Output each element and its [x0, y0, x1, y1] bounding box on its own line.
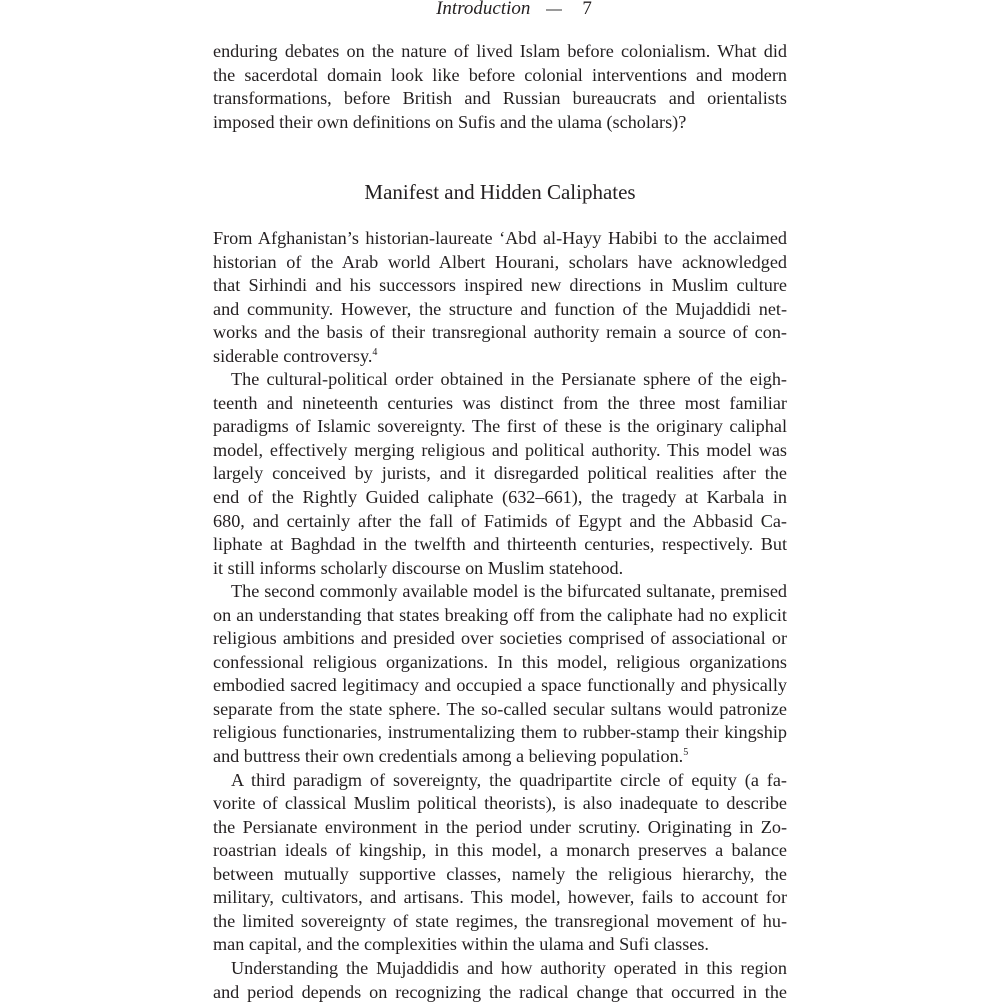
footnote-marker[interactable]: 4	[372, 347, 377, 358]
text-line: the sacerdotal domain look like before colonial interventions and modern	[213, 64, 787, 88]
running-head	[0, 0, 1000, 22]
footnote-marker[interactable]: 5	[683, 747, 688, 758]
paragraph-3	[213, 580, 787, 768]
text-line: enduring debates on the nature of lived Islam before colonialism. What did	[213, 40, 787, 64]
text-line: largely conceived by jurists, and it disregarded political realities after the	[213, 462, 787, 486]
text-line	[213, 745, 787, 769]
section-body	[213, 227, 787, 1004]
text-line	[213, 345, 787, 369]
text-line: roastrian ideals of kingship, in this model, a monarch preserves a balance	[213, 839, 787, 863]
text-line: separate from the state sphere. The so-called secular sultans would patronize	[213, 698, 787, 722]
section-heading: Manifest and Hidden Caliphates	[0, 178, 1000, 206]
page-number: 7	[582, 0, 592, 22]
text-line: it still informs scholarly discourse on Muslim statehood.	[213, 557, 787, 581]
text-line: between mutually supportive classes, namely the religious hierarchy, the	[213, 863, 787, 887]
text-line-content: siderable controversy.	[213, 346, 372, 366]
text-line: end of the Rightly Guided caliphate (632–661), the tragedy at Karbala in	[213, 486, 787, 510]
paragraph-5	[213, 957, 787, 1004]
text-line: From Afghanistan’s historian-laureate ‘Abd al-Hayy Habibi to the acclaimed	[213, 227, 787, 251]
text-line: model, effectively merging religious and political authority. This model was	[213, 439, 787, 463]
text-line: religious functionaries, instrumentalizing them to rubber-stamp their kingship	[213, 721, 787, 745]
text-line: embodied sacred legitimacy and occupied a space functionally and physically	[213, 674, 787, 698]
text-line: and period depends on recognizing the radical change that occurred in the	[213, 981, 787, 1004]
text-line: paradigms of Islamic sovereignty. The first of these is the originary caliphal	[213, 415, 787, 439]
text-line: that Sirhindi and his successors inspired new directions in Muslim culture	[213, 274, 787, 298]
text-line: confessional religious organizations. In this model, religious organizations	[213, 651, 787, 675]
text-line: the Persianate environment in the period under scrutiny. Originating in Zo-	[213, 816, 787, 840]
text-line: The second commonly available model is the bifurcated sultanate, premised	[213, 580, 787, 604]
text-line: A third paradigm of sovereignty, the quadripartite circle of equity (a fa-	[213, 769, 787, 793]
text-line: man capital, and the complexities within the ulama and Sufi classes.	[213, 933, 787, 957]
text-line: liphate at Baghdad in the twelfth and thirteenth centuries, respectively. But	[213, 533, 787, 557]
text-line: and community. However, the structure and function of the Mujaddidi net-	[213, 298, 787, 322]
paragraph-2	[213, 368, 787, 580]
text-line: historian of the Arab world Albert Hourani, scholars have acknowledged	[213, 251, 787, 275]
text-line: vorite of classical Muslim political theorists), is also inadequate to describe	[213, 792, 787, 816]
text-line: military, cultivators, and artisans. This model, however, fails to account for	[213, 886, 787, 910]
text-line: 680, and certainly after the fall of Fatimids of Egypt and the Abbasid Ca-	[213, 510, 787, 534]
running-head-separator	[546, 9, 562, 11]
text-line: The cultural-political order obtained in the Persianate sphere of the eigh-	[213, 368, 787, 392]
paragraph-4	[213, 769, 787, 957]
text-line: the limited sovereignty of state regimes, the transregional movement of hu-	[213, 910, 787, 934]
text-line: on an understanding that states breaking off from the caliphate had no explicit	[213, 604, 787, 628]
paragraph-1	[213, 227, 787, 368]
running-head-title: Introduction	[436, 0, 530, 22]
text-line: religious ambitions and presided over societies comprised of associational or	[213, 627, 787, 651]
text-line: teenth and nineteenth centuries was distinct from the three most familiar	[213, 392, 787, 416]
text-line: Understanding the Mujaddidis and how authority operated in this region	[213, 957, 787, 981]
text-line-content: and buttress their own credentials among a believing population.	[213, 746, 683, 766]
text-line: transformations, before British and Russian bureaucrats and orientalists	[213, 87, 787, 111]
text-line: works and the basis of their transregional authority remain a source of con-	[213, 321, 787, 345]
text-line: imposed their own definitions on Sufis and the ulama (scholars)?	[213, 111, 787, 135]
intro-paragraph	[213, 40, 787, 134]
